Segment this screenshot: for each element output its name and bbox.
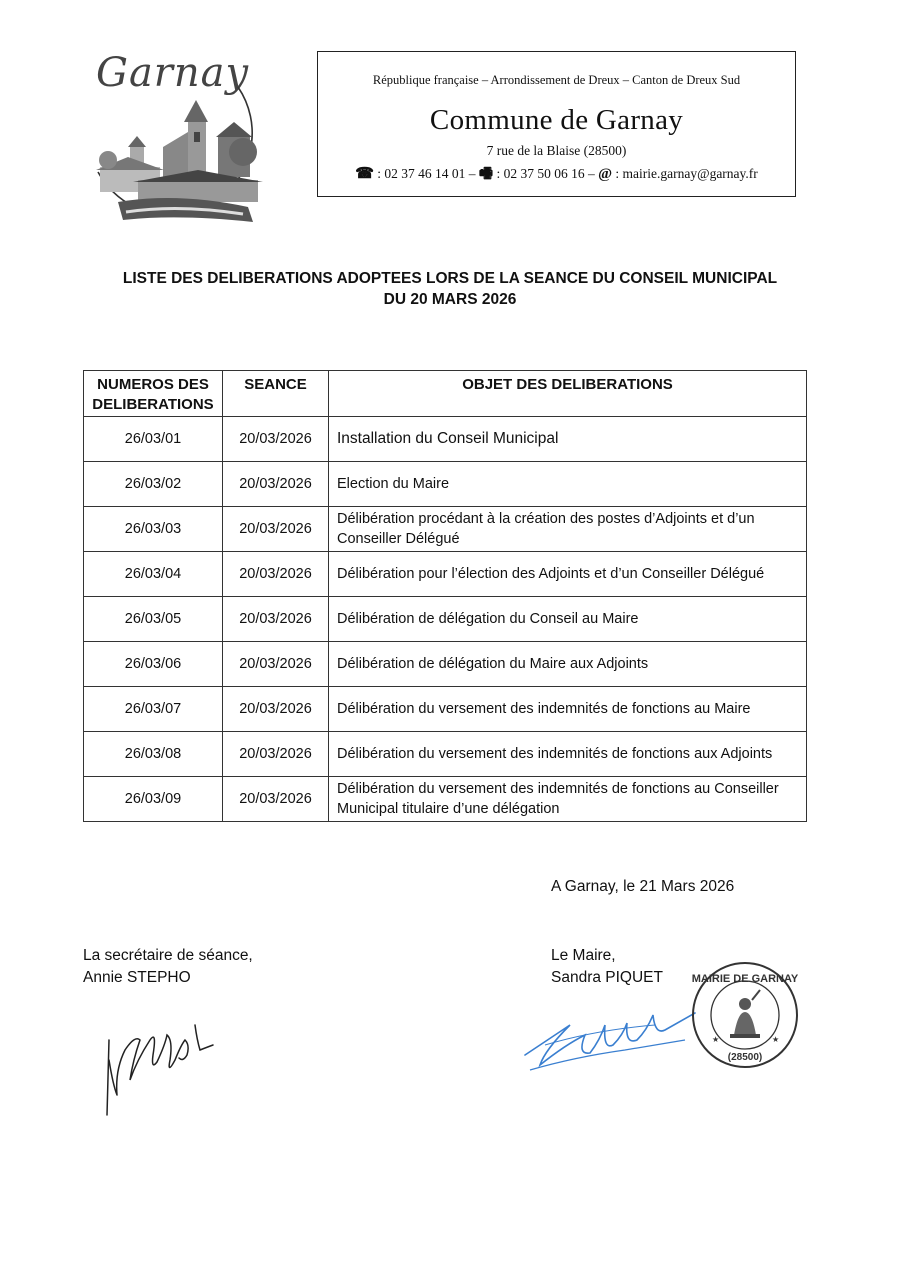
table-row: [84, 732, 807, 777]
row-objet: Election du Maire: [329, 462, 807, 507]
row-number: 26/03/05: [84, 597, 223, 642]
table-row: [84, 507, 807, 552]
row-seance: 20/03/2026: [223, 777, 329, 822]
row-objet: Délibération de délégation du Maire aux Adjoints: [329, 642, 807, 687]
row-objet: Délibération procédant à la création des postes d’Adjoints et d’un Conseiller Délégué: [329, 507, 807, 552]
header-seance: SEANCE: [223, 371, 329, 417]
email-icon: @: [598, 166, 613, 182]
table-row: [84, 597, 807, 642]
table-row: [84, 777, 807, 822]
mayor-name: Sandra PIQUET: [551, 969, 663, 986]
row-objet: Délibération du versement des indemnités de fonctions au Maire: [329, 687, 807, 732]
row-seance: 20/03/2026: [223, 732, 329, 777]
fax-number: : 02 37 50 06 16 –: [496, 166, 595, 181]
title-line-2: DU 20 MARS 2026: [383, 291, 517, 308]
header-numeros: NUMEROS DES DELIBERATIONS: [84, 371, 223, 417]
mayor-signature: [515, 995, 700, 1080]
deliberations-table: [83, 370, 807, 822]
secretary-signature: [95, 1000, 225, 1120]
row-number: 26/03/09: [84, 777, 223, 822]
row-seance: 20/03/2026: [223, 552, 329, 597]
row-objet: Installation du Conseil Municipal: [329, 417, 807, 462]
table-row: [84, 642, 807, 687]
row-seance: 20/03/2026: [223, 462, 329, 507]
table-row: [84, 552, 807, 597]
row-objet: Délibération du versement des indemnités de fonctions aux Adjoints: [329, 732, 807, 777]
commune-name: Commune de Garnay: [429, 104, 684, 136]
mayor-role: Le Maire,: [551, 947, 616, 964]
row-seance: 20/03/2026: [223, 687, 329, 732]
date-line: A Garnay, le 21 Mars 2026: [551, 878, 735, 895]
email-address: : mairie.garnay@garnay.fr: [615, 166, 758, 181]
row-number: 26/03/02: [84, 462, 223, 507]
svg-text:★: ★: [772, 1035, 780, 1044]
secretary-role: La secrétaire de séance,: [83, 947, 253, 964]
row-number: 26/03/07: [84, 687, 223, 732]
seal-bottom-text: (28500): [727, 1052, 763, 1063]
logo-wordmark: Garnay: [96, 50, 250, 96]
row-seance: 20/03/2026: [223, 597, 329, 642]
document-title: [0, 268, 900, 310]
header-subline: République française – Arrondissement de Dreux – Canton de Dreux Sud: [372, 73, 741, 87]
mairie-seal: [690, 960, 800, 1070]
secretary-block: [83, 945, 253, 989]
row-objet: Délibération de délégation du Conseil au Maire: [329, 597, 807, 642]
row-objet: Délibération pour l’élection des Adjoints et d’un Conseiller Délégué: [329, 552, 807, 597]
table-row: [84, 417, 807, 462]
commune-address: 7 rue de la Blaise (28500): [486, 143, 627, 158]
seal-top-text: MAIRIE DE GARNAY: [691, 973, 799, 985]
commune-logo: [78, 42, 278, 237]
svg-text:★: ★: [712, 1035, 720, 1044]
contact-line: [318, 163, 795, 188]
table-row: [84, 687, 807, 732]
row-number: 26/03/04: [84, 552, 223, 597]
row-seance: 20/03/2026: [223, 417, 329, 462]
row-number: 26/03/03: [84, 507, 223, 552]
row-seance: 20/03/2026: [223, 507, 329, 552]
fax-icon: 🖷: [478, 166, 494, 182]
title-line-1: LISTE DES DELIBERATIONS ADOPTEES LORS DE LA SEANCE DU CONSEIL MUNICIPAL: [122, 270, 778, 287]
commune-header-box: [317, 51, 796, 197]
secretary-name: Annie STEPHO: [83, 969, 191, 986]
row-number: 26/03/01: [84, 417, 223, 462]
mayor-block: [551, 945, 663, 989]
row-seance: 20/03/2026: [223, 642, 329, 687]
row-objet: Délibération du versement des indemnités de fonctions au Conseiller Municipal titulaire d’une délégation: [329, 777, 807, 822]
row-number: 26/03/06: [84, 642, 223, 687]
table-row: [84, 462, 807, 507]
header-objet: OBJET DES DELIBERATIONS: [329, 371, 807, 417]
table-header-row: [84, 371, 807, 417]
village-illustration: [78, 42, 278, 237]
phone-number: : 02 37 46 14 01 –: [377, 166, 476, 181]
row-number: 26/03/08: [84, 732, 223, 777]
phone-icon: ☎: [355, 166, 374, 182]
